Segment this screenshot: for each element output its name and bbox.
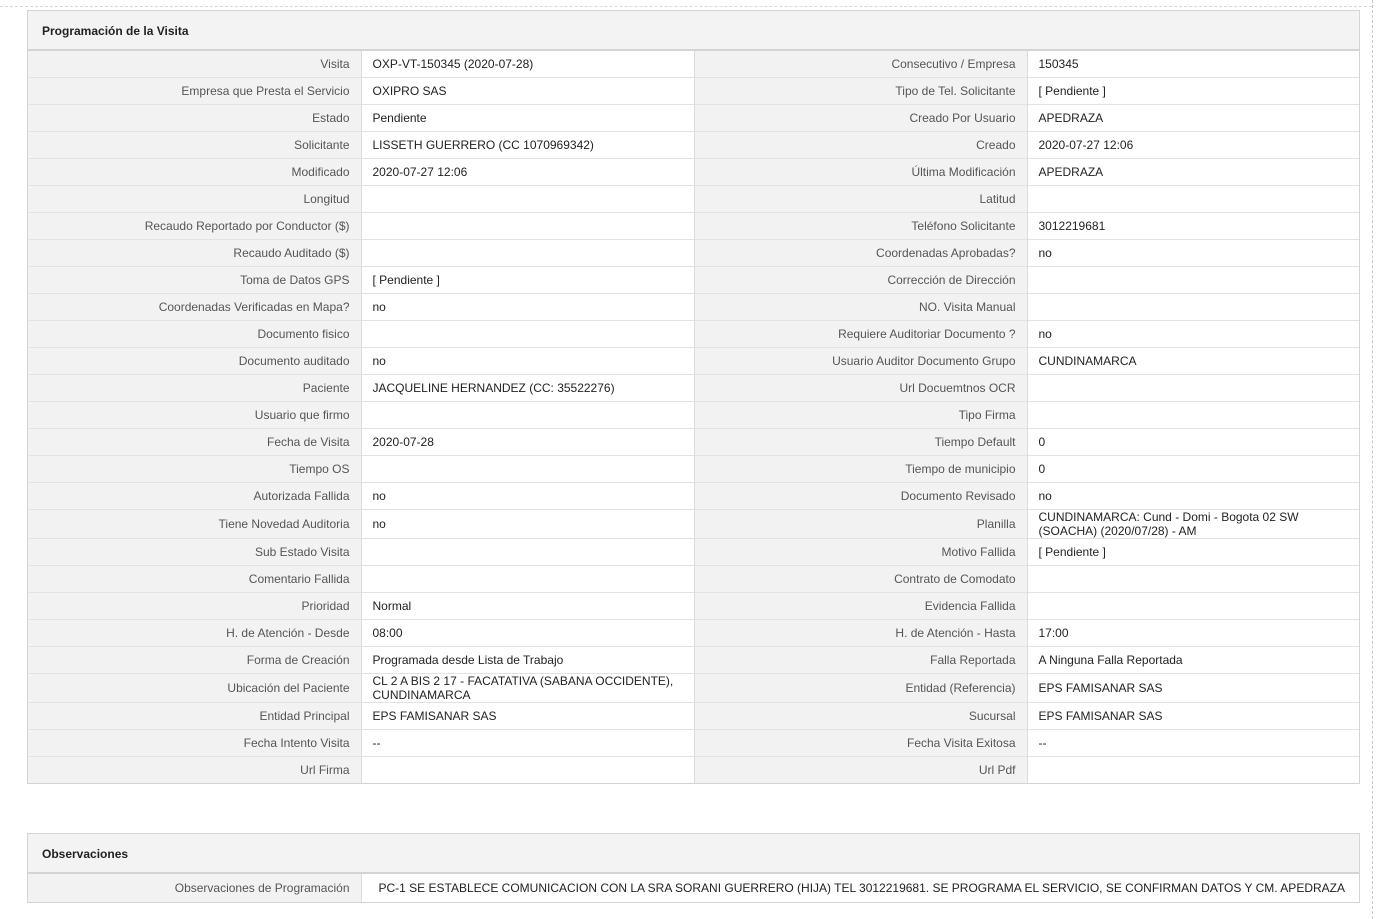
detail-row [28, 539, 1359, 566]
detail-row [28, 620, 1359, 647]
programacion-table [28, 51, 1359, 783]
detail-row [28, 240, 1359, 267]
field-label: Longitud [28, 186, 361, 213]
right-dashed-divider [1372, 0, 1373, 919]
detail-row [28, 105, 1359, 132]
field-label: Recaudo Reportado por Conductor ($) [28, 213, 361, 240]
field-value [1027, 593, 1359, 620]
field-value: 08:00 [361, 620, 694, 647]
field-label: Toma de Datos GPS [28, 267, 361, 294]
detail-row [28, 348, 1359, 375]
field-label: Visita [28, 51, 361, 78]
detail-row [28, 566, 1359, 593]
field-label: Tiempo OS [28, 456, 361, 483]
field-value [1027, 402, 1359, 429]
field-value [361, 186, 694, 213]
detail-row [28, 593, 1359, 620]
field-value [361, 402, 694, 429]
field-value [1027, 757, 1359, 784]
detail-row [28, 730, 1359, 757]
field-value: A Ninguna Falla Reportada [1027, 647, 1359, 674]
field-label: Modificado [28, 159, 361, 186]
field-value [361, 757, 694, 784]
field-value: Pendiente [361, 105, 694, 132]
field-value: no [1027, 483, 1359, 510]
field-value: CL 2 A BIS 2 17 - FACATATIVA (SABANA OCCIDENTE), CUNDINAMARCA [361, 674, 694, 703]
field-value: [ Pendiente ] [1027, 78, 1359, 105]
field-label: Documento Revisado [694, 483, 1027, 510]
field-label: Última Modificación [694, 159, 1027, 186]
field-label: Planilla [694, 510, 1027, 539]
observaciones-value: PC-1 SE ESTABLECE COMUNICACION CON LA SRA SORANI GUERRERO (HIJA) TEL 3012219681. SE PROGRAMA EL SERVICIO, SE CONFIRMAN DATOS Y CM. APEDRAZA [361, 874, 1359, 902]
field-label: Empresa que Presta el Servicio [28, 78, 361, 105]
field-value: 2020-07-28 [361, 429, 694, 456]
field-label: Coordenadas Aprobadas? [694, 240, 1027, 267]
field-value: Programada desde Lista de Trabajo [361, 647, 694, 674]
field-label: Documento auditado [28, 348, 361, 375]
field-value: 0 [1027, 456, 1359, 483]
detail-row [28, 757, 1359, 784]
detail-row [28, 132, 1359, 159]
field-label: Url Firma [28, 757, 361, 784]
observaciones-panel [27, 833, 1360, 903]
field-value: -- [361, 730, 694, 757]
detail-row [28, 674, 1359, 703]
detail-row [28, 647, 1359, 674]
field-value: EPS FAMISANAR SAS [1027, 674, 1359, 703]
field-value: no [361, 348, 694, 375]
field-label: Entidad (Referencia) [694, 674, 1027, 703]
field-value: JACQUELINE HERNANDEZ (CC: 35522276) [361, 375, 694, 402]
field-value [361, 566, 694, 593]
detail-row [28, 78, 1359, 105]
detail-row [28, 213, 1359, 240]
field-label: Usuario que firmo [28, 402, 361, 429]
field-label: Teléfono Solicitante [694, 213, 1027, 240]
detail-row [28, 510, 1359, 539]
field-value [361, 539, 694, 566]
field-label: Autorizada Fallida [28, 483, 361, 510]
field-label: Entidad Principal [28, 703, 361, 730]
top-dashed-divider [0, 6, 1372, 7]
field-label: Tipo de Tel. Solicitante [694, 78, 1027, 105]
field-label: Sub Estado Visita [28, 539, 361, 566]
field-label: Documento fisico [28, 321, 361, 348]
field-label: Url Docuemtnos OCR [694, 375, 1027, 402]
field-value: [ Pendiente ] [361, 267, 694, 294]
field-label: Coordenadas Verificadas en Mapa? [28, 294, 361, 321]
field-value: 2020-07-27 12:06 [1027, 132, 1359, 159]
field-value [361, 213, 694, 240]
detail-row [28, 159, 1359, 186]
observaciones-label: Observaciones de Programación [28, 874, 361, 902]
field-value: 150345 [1027, 51, 1359, 78]
field-value: CUNDINAMARCA [1027, 348, 1359, 375]
field-value: Normal [361, 593, 694, 620]
field-label: Consecutivo / Empresa [694, 51, 1027, 78]
field-label: Tiempo Default [694, 429, 1027, 456]
field-value: 0 [1027, 429, 1359, 456]
field-value [361, 240, 694, 267]
observaciones-panel-title: Observaciones [28, 834, 1359, 874]
field-label: Sucursal [694, 703, 1027, 730]
field-value [1027, 375, 1359, 402]
field-value: EPS FAMISANAR SAS [1027, 703, 1359, 730]
field-label: Tiene Novedad Auditoria [28, 510, 361, 539]
field-label: Estado [28, 105, 361, 132]
field-value: -- [1027, 730, 1359, 757]
field-value: APEDRAZA [1027, 159, 1359, 186]
programacion-panel-title: Programación de la Visita [28, 11, 1359, 51]
detail-row [28, 375, 1359, 402]
detail-row [28, 402, 1359, 429]
field-value: no [361, 510, 694, 539]
field-value: no [361, 483, 694, 510]
field-value: APEDRAZA [1027, 105, 1359, 132]
detail-row [28, 429, 1359, 456]
detail-row [28, 267, 1359, 294]
observaciones-table [28, 874, 1359, 902]
field-label: Paciente [28, 375, 361, 402]
field-value [1027, 566, 1359, 593]
detail-row [28, 294, 1359, 321]
field-label: NO. Visita Manual [694, 294, 1027, 321]
field-label: Corrección de Dirección [694, 267, 1027, 294]
field-label: H. de Atención - Hasta [694, 620, 1027, 647]
field-value [1027, 186, 1359, 213]
programacion-panel [27, 10, 1360, 784]
field-label: Recaudo Auditado ($) [28, 240, 361, 267]
field-value [1027, 294, 1359, 321]
detail-row [28, 51, 1359, 78]
field-value: EPS FAMISANAR SAS [361, 703, 694, 730]
field-value: no [1027, 321, 1359, 348]
field-value: no [1027, 240, 1359, 267]
field-value: [ Pendiente ] [1027, 539, 1359, 566]
field-label: Fecha Visita Exitosa [694, 730, 1027, 757]
field-value [361, 321, 694, 348]
detail-row [28, 703, 1359, 730]
field-value: no [361, 294, 694, 321]
field-value: 17:00 [1027, 620, 1359, 647]
detail-row [28, 483, 1359, 510]
field-label: Forma de Creación [28, 647, 361, 674]
field-label: Contrato de Comodato [694, 566, 1027, 593]
field-value: 3012219681 [1027, 213, 1359, 240]
field-value: OXP-VT-150345 (2020-07-28) [361, 51, 694, 78]
detail-row [28, 186, 1359, 213]
field-label: H. de Atención - Desde [28, 620, 361, 647]
field-value: CUNDINAMARCA: Cund - Domi - Bogota 02 SW (SOACHA) (2020/07/28) - AM [1027, 510, 1359, 539]
field-value: OXIPRO SAS [361, 78, 694, 105]
field-label: Creado Por Usuario [694, 105, 1027, 132]
field-label: Usuario Auditor Documento Grupo [694, 348, 1027, 375]
observaciones-row [28, 874, 1359, 902]
detail-row [28, 321, 1359, 348]
field-label: Tiempo de municipio [694, 456, 1027, 483]
detail-row [28, 456, 1359, 483]
field-label: Latitud [694, 186, 1027, 213]
field-label: Prioridad [28, 593, 361, 620]
field-label: Ubicación del Paciente [28, 674, 361, 703]
field-value: LISSETH GUERRERO (CC 1070969342) [361, 132, 694, 159]
field-label: Creado [694, 132, 1027, 159]
field-label: Evidencia Fallida [694, 593, 1027, 620]
field-value [361, 456, 694, 483]
field-label: Fecha de Visita [28, 429, 361, 456]
field-label: Url Pdf [694, 757, 1027, 784]
field-label: Requiere Auditoriar Documento ? [694, 321, 1027, 348]
field-label: Tipo Firma [694, 402, 1027, 429]
field-label: Comentario Fallida [28, 566, 361, 593]
field-label: Falla Reportada [694, 647, 1027, 674]
field-label: Solicitante [28, 132, 361, 159]
field-label: Motivo Fallida [694, 539, 1027, 566]
field-value: 2020-07-27 12:06 [361, 159, 694, 186]
field-value [1027, 267, 1359, 294]
field-label: Fecha Intento Visita [28, 730, 361, 757]
